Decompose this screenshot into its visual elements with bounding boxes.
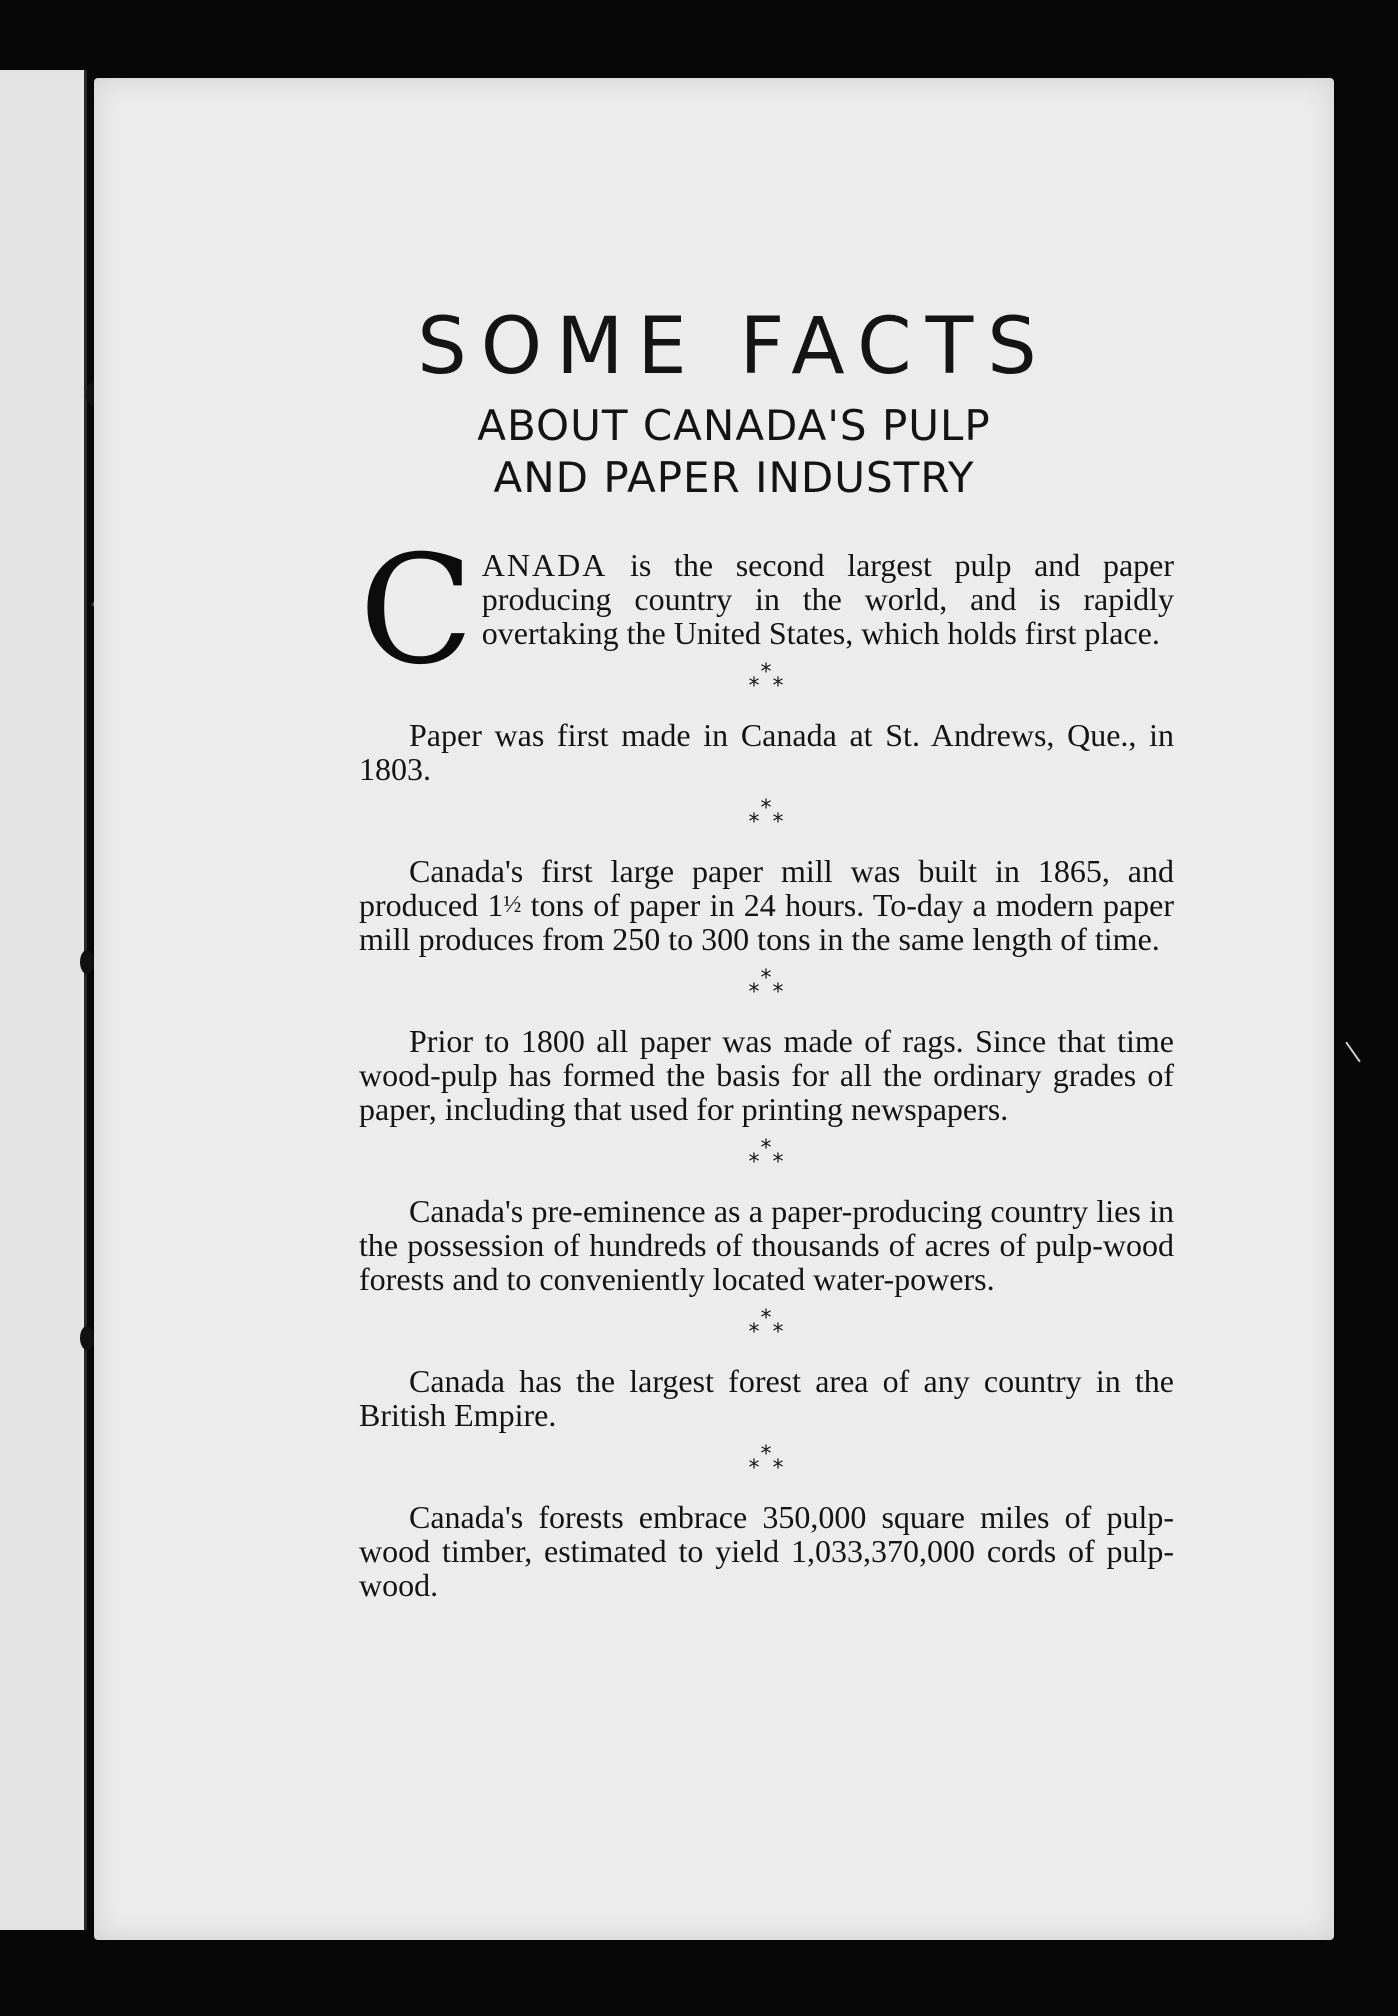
fact-paragraph: Canada's forests embrace 350,000 square miles of pulp-wood timber, estimated to yield 1,033,370,000 cords of pulp-wood. — [359, 1499, 1174, 1603]
asterism-separator — [747, 798, 787, 834]
lead-caps: ANADA — [481, 547, 608, 583]
page-content — [274, 302, 1194, 1603]
scan-scratch — [1345, 1042, 1360, 1063]
asterisk: * — [748, 810, 760, 835]
fact-paragraph: Canada's pre-eminence as a paper-producing country lies in the possession of hundreds of thousands of acres of pulp-wood forests and to conveniently located water-powers. — [359, 1193, 1174, 1297]
asterisk: * — [772, 810, 784, 835]
binding-mark — [80, 950, 94, 974]
asterism-separator — [747, 662, 787, 698]
asterisk: * — [772, 1320, 784, 1345]
fact-text: tons of paper in 24 hours. To-day a modern paper mill produces from 250 to 300 tons in the same length of time. — [359, 887, 1174, 957]
asterisk: * — [772, 1150, 784, 1175]
fact-paragraph: Canada has the largest forest area of any country in the British Empire. — [359, 1363, 1174, 1433]
asterism-separator — [747, 968, 787, 1004]
fact-paragraph — [359, 854, 1174, 956]
fact-paragraph: Paper was first made in Canada at St. Andrews, Que., in 1803. — [359, 717, 1174, 787]
asterisk: * — [760, 1442, 772, 1467]
binding-mark — [80, 1326, 94, 1350]
fact-text: is the second largest pulp and paper producing country in the world, and is rapidly overtaking the United States, which holds first place. — [481, 547, 1174, 651]
fraction: ½ — [503, 892, 522, 918]
page-title: SOME FACTS — [417, 302, 1051, 392]
fact-paragraph — [359, 524, 1174, 698]
asterisk: * — [760, 1306, 772, 1331]
facing-page-edge — [0, 70, 87, 1930]
page-subtitle — [274, 400, 1194, 504]
subtitle-line-1: ABOUT CANADA'S PULP — [477, 401, 991, 450]
facts-list — [274, 524, 1194, 1603]
asterisk: * — [760, 660, 772, 685]
drop-cap: C — [359, 524, 474, 698]
asterisk: * — [748, 1456, 760, 1481]
subtitle-line-2: AND PAPER INDUSTRY — [493, 453, 975, 502]
asterisk: * — [772, 674, 784, 699]
asterisk: * — [760, 796, 772, 821]
asterisk: * — [772, 1456, 784, 1481]
asterisk: * — [772, 980, 784, 1005]
document-page — [94, 78, 1334, 1940]
asterisk: * — [748, 980, 760, 1005]
asterisk: * — [748, 1150, 760, 1175]
fact-paragraph: Prior to 1800 all paper was made of rags. Since that time wood-pulp has formed the basis for all the ordinary grades of paper, including that used for printing newspapers. — [359, 1023, 1174, 1127]
asterisk: * — [760, 1136, 772, 1161]
asterism-separator — [747, 1444, 787, 1480]
asterisk: * — [760, 966, 772, 991]
asterism-separator — [747, 1138, 787, 1174]
asterisk: * — [748, 1320, 760, 1345]
fact-text: Canada's first large paper mill was built in 1865, and produced 1 — [359, 853, 1174, 923]
asterism-separator — [747, 1308, 787, 1344]
asterisk: * — [748, 674, 760, 699]
